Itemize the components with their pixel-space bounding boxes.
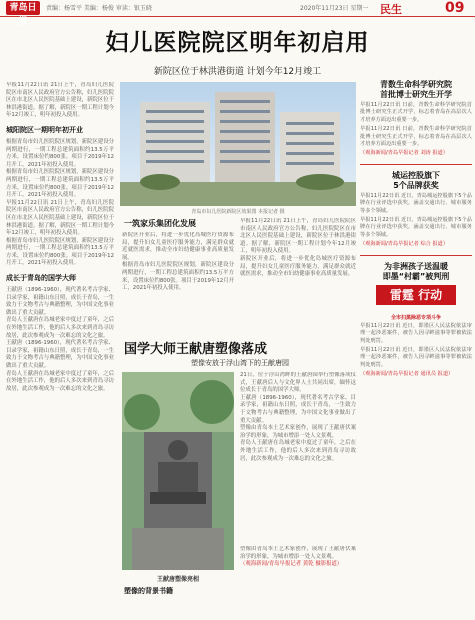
mid-article-text-3: 早报11月22日讯 21日上午，青岛妇儿医院院区市南区人民政府官方公告称，妇儿医院院区在市北区人民医院基础上建设，新院区位于林洪港街道。据了解，新院区一期工程计划今年12月竣工，明年初投入使用。 — [240, 218, 356, 255]
sidebar-item1-text: 早报11月22日讯 日前，青数生命科学研究院首批博士研究生正式开学，标志着青岛在高层次人才培养方面迈出重要一步。 — [360, 102, 472, 123]
main-subheadline: 新院区位于林洪港街道 计划今年12月竣工 — [153, 67, 322, 77]
statue-photo — [122, 372, 234, 570]
sweep-campaign-label: 雷霆 行动 — [376, 285, 456, 305]
page-header — [0, 0, 475, 27]
issue-date: 2020年11月23日 星期一 — [300, 5, 369, 12]
sidebar-item1-credit: （观海新闻/青岛早报记者 刘涛 报道） — [360, 150, 449, 157]
main-headline: 妇儿医院院区明年初启用 — [105, 30, 370, 56]
bottom-right-column — [240, 546, 356, 616]
mid-article-text-2: 根据青岛市妇儿医院院区规划，新院区建设分两期进行，一期工程总建筑面积约13.5万平方米，设置床位约800张。项目于2019年12月开工，2021年初投入使用。 — [122, 262, 234, 292]
mid-article-text-4: 新院区开业后，将进一步优化岛城医疗资源布局，提升妇女儿童医疗服务能力，满足群众就近就医需求，推动全市妇幼健康事业高质量发展。 — [240, 255, 356, 278]
newspaper-logo: 青岛日报 — [6, 1, 40, 15]
sidebar-item1-title: 青数生命科学研究院 首批博士研究生开学 — [380, 80, 452, 99]
sidebar-item3-title: 为非洲孩子送温暖 即墨“村霸”被判刑 — [382, 261, 450, 281]
statue-article-text-3: 塑像由青岛本土艺术家创作，展现了王献唐伏案治学的形象，为城市增添一处人文景观。 — [240, 425, 356, 439]
mid-article-title: 一筑家乐集团化发展 — [124, 219, 196, 228]
statue-article-subtitle: 塑像安放于浮山湾下的王献唐园 — [191, 359, 289, 367]
hospital-photo-caption: 青岛市妇儿医院新院区效果图 本报记者 摄 — [191, 209, 285, 215]
statue-article-text: 21日，位于浮山湾畔的王献唐园举行塑像落成仪式，王献唐后人与文化界人士共同出席，缅怀这位成长于青岛的国学大师。 — [240, 372, 356, 394]
paragraph-2c: 王献唐（1896-1960），现代著名考古学家、目录学家，祖籍山东日照，成长于青岛，一生致力于文物考古与典籍整理，为中国文化事业做出了重大贡献。 — [6, 340, 114, 369]
sidebar-divider-1 — [360, 164, 472, 165]
paragraph-1: 根据青岛市妇儿医院院区规划，新院区建设分两期进行，一期工程总建筑面积约13.5万平方米，设置床位约800张。项目于2019年12月开工，2021年初投入使用。 — [6, 138, 114, 168]
mid-article-column-1 — [122, 232, 234, 332]
statue-article-column — [240, 372, 356, 542]
news-sidebar — [360, 80, 472, 616]
sweep-campaign-banner — [360, 285, 472, 311]
page-number: 09 — [445, 0, 465, 16]
left-column — [6, 82, 114, 612]
statue-photo-caption: 王献唐塑像亮相 — [156, 576, 199, 583]
statue-article-text-2: 王献唐（1896-1960），现代著名考古学家、目录学家，祖籍山东日照，成长于青岛，一生致力于文物考古与典籍整理，为中国文化事业做出了重大贡献。 — [240, 394, 356, 424]
bottom-right-text: 塑像由青岛本土艺术家创作，展现了王献唐伏案治学的形象，为城市增添一处人文景观。 — [240, 546, 356, 560]
statue-article-title: 国学大师王献唐塑像落成 — [124, 342, 268, 357]
paragraph-1d: 根据青岛市妇儿医院院区规划，新院区建设分两期进行，一期工程总建筑面积约13.5万平方米，设置床位约800张。项目于2019年12月开工，2021年初投入使用。 — [6, 237, 114, 267]
paragraph-1b: 根据青岛市妇儿医院院区规划，新院区建设分两期进行，一期工程总建筑面积约13.5万平方米，设置床位约800张。项目于2019年12月开工，2021年初投入使用。 — [6, 169, 114, 199]
paragraph-2b: 青岛人王献唐在岛城老家中度过了童年，之后在外地生活工作，他的后人多次来到青岛寻访故居，此次参观成为一次难忘的文化之旅。 — [6, 317, 114, 339]
lead-paragraph: 早报11月22日讯 21日上午，青岛妇儿医院院区市南区人民政府官方公告称，妇儿医院院区在市北区人民医院基础上建设，新院区位于林洪港街道。据了解，新院区一期工程计划今年12月竣工，明年初投入使用。 — [6, 82, 114, 119]
subtitle-guoxue: 成长于青岛的国学大师 — [6, 274, 76, 283]
sidebar-item3-credit: （观海新闻/青岛早报记者 通讯员 报道） — [360, 371, 454, 378]
sidebar-item2-text: 早报11月22日讯 近日，青岛城运控股旗下5个品牌在行业评选中获奖，涵盖交通出行、城市服务等多个领域。 — [360, 192, 472, 214]
section-name: 民生 — [380, 3, 402, 16]
editor-credits: 责编：杨雪平 美编：杨俊 审读：银玉晓 — [46, 5, 152, 12]
bottom-right-credit: （观海新闻/青岛早报记者 黄乾 摄影报道） — [240, 561, 343, 568]
sweep-campaign-subtitle: 全市扫黑除恶专项斗争 — [390, 314, 441, 321]
sidebar-item3-text-b: 早报11月22日讯 近日，即墨区人民法院依法审理一起涉恶案件，被告人因寻衅滋事等罪被依法判处刑罚。 — [360, 346, 472, 368]
sidebar-item2-title: 城运控股旗下 5个品牌获奖 — [392, 170, 440, 190]
sidebar-divider-2 — [360, 255, 472, 256]
sidebar-item3-text: 早报11月22日讯 近日，即墨区人民法院依法审理一起涉恶案件，被告人因寻衅滋事等罪被依法判处刑罚。 — [360, 322, 472, 344]
statue-article-text-4: 青岛人王献唐在岛城老家中度过了童年，之后在外地生活工作，他的后人多次来到青岛寻访故居，此次参观成为一次难忘的文化之旅。 — [240, 440, 356, 462]
statue-image — [122, 372, 234, 570]
hospital-photo — [120, 82, 356, 206]
paragraph-1c: 早报11月22日讯 21日上午，青岛妇儿医院院区市南区人民政府官方公告称，妇儿医院院区在市北区人民医院基础上建设，新院区位于林洪港街道。据了解，新院区一期工程计划今年12月竣工，明年初投入使用。 — [6, 199, 114, 237]
sidebar-item1-text-b: 早报11月22日讯 日前，青数生命科学研究院首批博士研究生正式开学，标志着青岛在高层次人才培养方面迈出重要一步。 — [360, 126, 472, 148]
mid-article-column-2 — [240, 218, 356, 332]
sidebar-item2-text-b: 早报11月22日讯 近日，青岛城运控股旗下5个品牌在行业评选中获奖，涵盖交通出行、城市服务等多个领域。 — [360, 217, 472, 238]
subtitle-chengyang: 城阳院区一期明年初开业 — [6, 125, 83, 134]
hospital-image — [120, 82, 356, 206]
mid-article-text: 新院区开业后，将进一步优化岛城医疗资源布局，提升妇女儿童医疗服务能力，满足群众就近就医需求，推动全市妇幼健康事业高质量发展。 — [122, 232, 234, 261]
paragraph-2d: 青岛人王献唐在岛城老家中度过了童年，之后在外地生活工作，他的后人多次来到青岛寻访故居，此次参观成为一次难忘的文化之旅。 — [6, 370, 114, 392]
paragraph-2: 王献唐（1896-1960），现代著名考古学家、目录学家，祖籍山东日照，成长于青岛，一生致力于文物考古与典籍整理，为中国文化事业做出了重大贡献。 — [6, 287, 114, 316]
bottom-left-title: 塑像的背景书籍 — [124, 587, 173, 595]
sidebar-item2-credit: （观海新闻/青岛早报记者 综合 报道） — [360, 241, 449, 248]
